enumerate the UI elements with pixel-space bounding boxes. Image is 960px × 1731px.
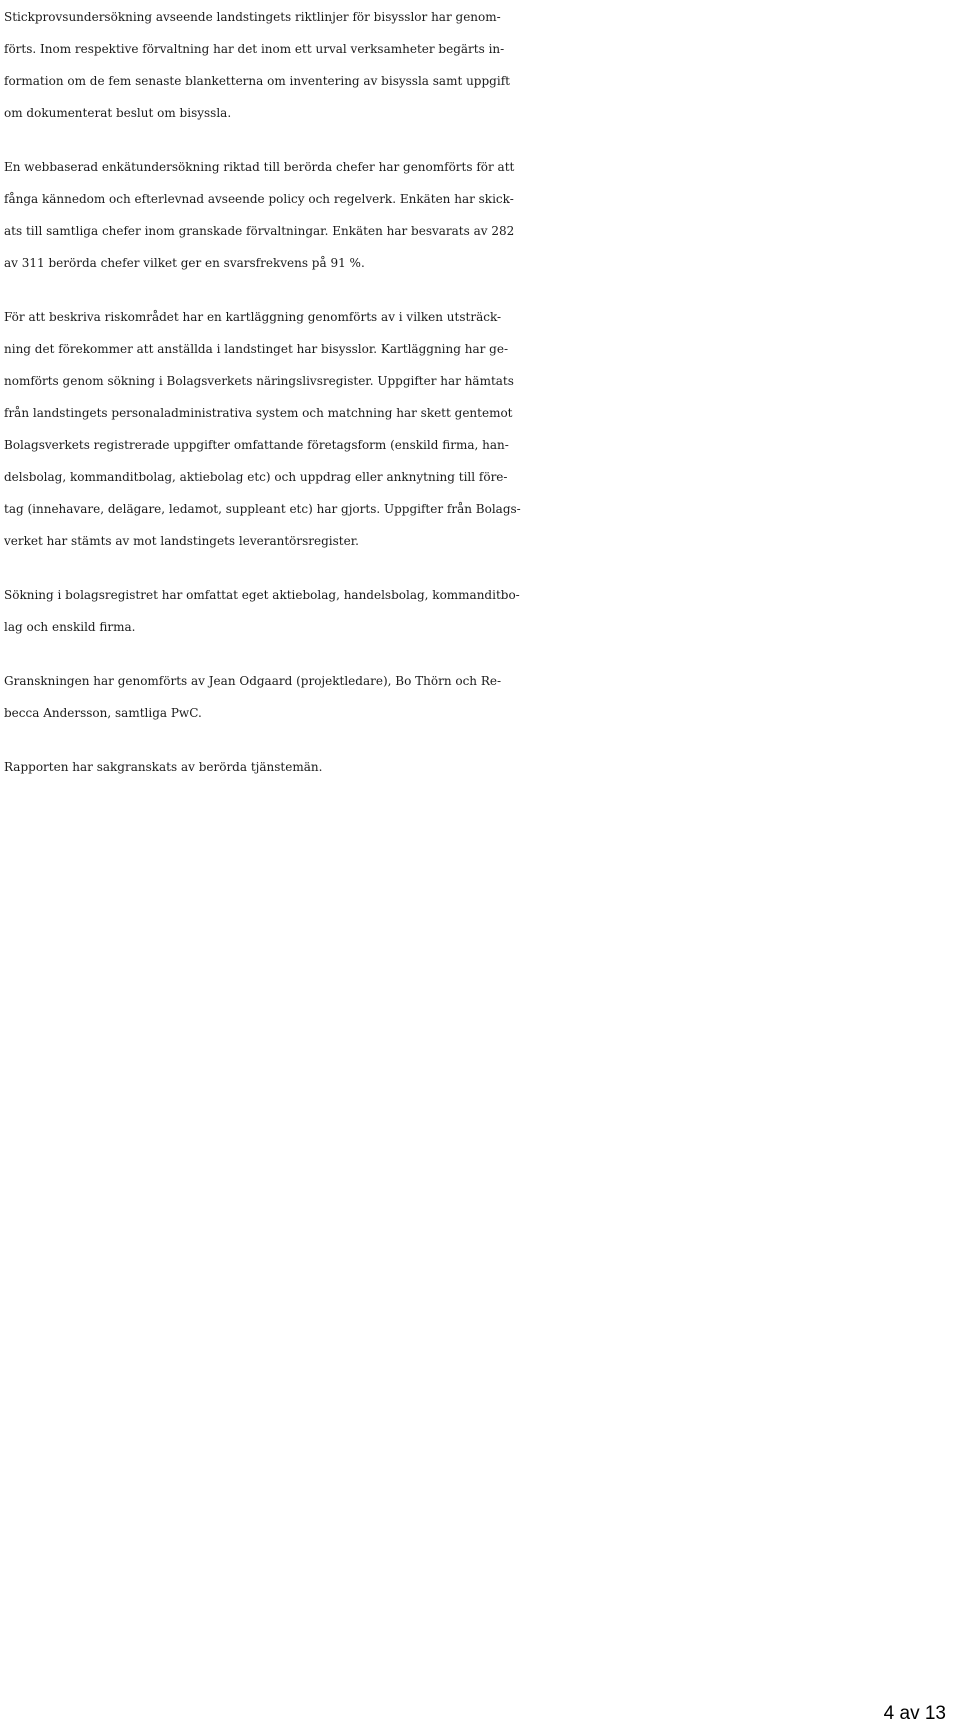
text-line: av 311 berörda chefer vilket ger en svarsfrekvens på 91 %. [4,256,365,270]
text-line: ning det förekommer att anställda i landstinget har bisysslor. Kartläggning har ge- [4,342,509,356]
text-line: Bolagsverkets registrerade uppgifter omfattande företagsform (enskild firma, han- [4,438,509,452]
text-line: Granskningen har genomförts av Jean Odgaard (projektledare), Bo Thörn och Re- [4,674,502,688]
text-line: förts. Inom respektive förvaltning har det inom ett urval verksamheter begärts in- [4,42,505,56]
text-line: delsbolag, kommanditbolag, aktiebolag etc) och uppdrag eller anknytning till före- [4,470,508,484]
text-line: Sökning i bolagsregistret har omfattat eget aktiebolag, handelsbolag, kommanditbo- [4,588,520,602]
paragraph-review-team [4,665,956,729]
text-line: formation om de fem senaste blanketterna om inventering av bisyssla samt uppgift [4,74,510,88]
text-line: om dokumenterat beslut om bisyssla. [4,106,232,120]
paragraph-register-search [4,579,956,643]
text-line: verket har stämts av mot landstingets leverantörsregister. [4,534,359,548]
document-body [4,1,956,805]
text-line: från landstingets personaladministrativa system och matchning har skett gentemot [4,406,513,420]
paragraph-fact-check [4,751,956,783]
text-line: För att beskriva riskområdet har en kartläggning genomförts av i vilken utsträck- [4,310,502,324]
paragraph-web-survey [4,151,956,279]
text-line: fånga kännedom och efterlevnad avseende policy och regelverk. Enkäten har skick- [4,192,514,206]
text-line: En webbaserad enkätundersökning riktad till berörda chefer har genomförts för att [4,160,515,174]
page-number: 4 av 13 [883,1703,946,1724]
paragraph-risk-mapping [4,301,956,557]
text-line: nomförts genom sökning i Bolagsverkets näringslivsregister. Uppgifter har hämtats [4,374,514,388]
text-line: Rapporten har sakgranskats av berörda tjänstemän. [4,760,323,774]
text-line: tag (innehavare, delägare, ledamot, suppleant etc) har gjorts. Uppgifter från Bolags- [4,502,521,516]
text-line: ats till samtliga chefer inom granskade förvaltningar. Enkäten har besvarats av 282 [4,224,515,238]
paragraph-sample-survey [4,1,956,129]
text-line: lag och enskild firma. [4,620,136,634]
text-line: Stickprovsundersökning avseende landstingets riktlinjer för bisysslor har genom- [4,10,501,24]
text-line: becca Andersson, samtliga PwC. [4,706,202,720]
